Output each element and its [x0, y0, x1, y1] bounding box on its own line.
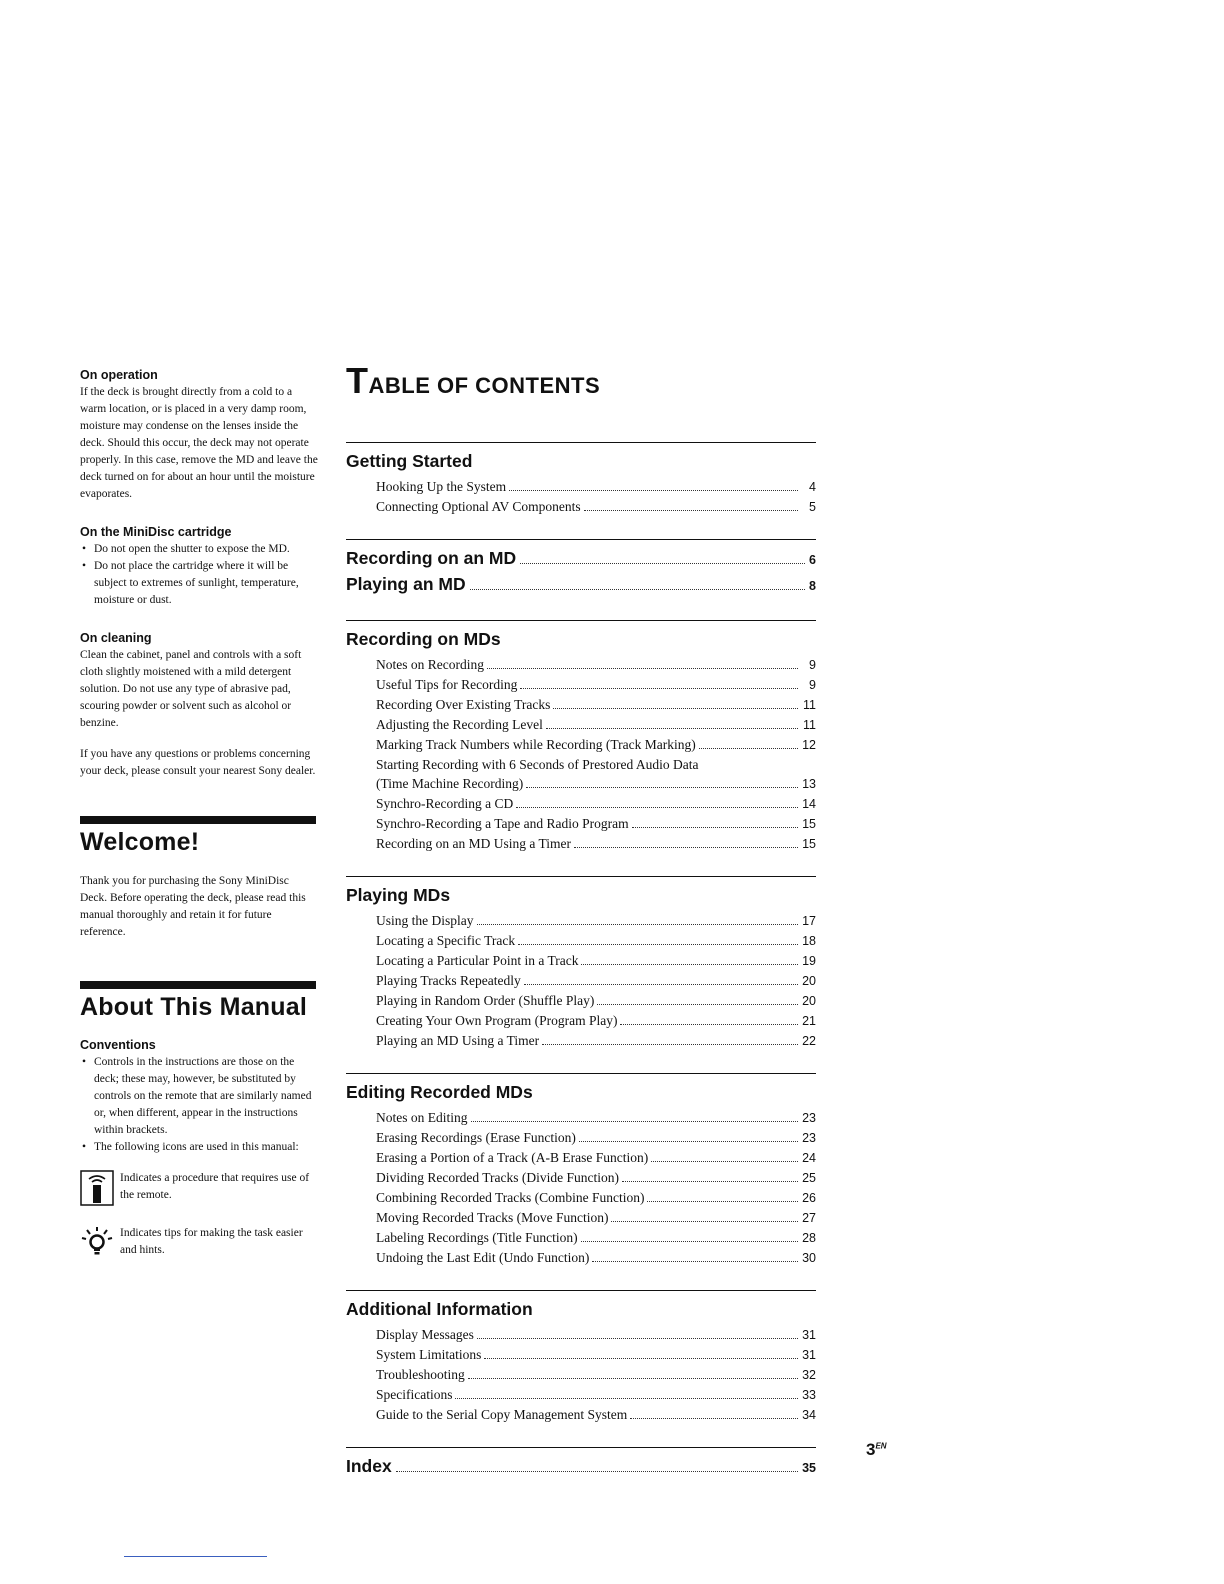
remote-icon-text: Indicates a procedure that requires use of the remote. — [120, 1172, 310, 1201]
remote-icon-row — [80, 1170, 318, 1211]
toc-entry[interactable] — [346, 794, 816, 814]
operation-section — [80, 368, 318, 503]
entry-label: Hooking Up the System — [376, 479, 507, 494]
toc-entry[interactable] — [346, 497, 816, 517]
entry-label: Playing an MD — [346, 574, 466, 594]
questions-text: If you have any questions or problems concerning your deck, please consult your nearest Sony dealer. — [80, 748, 316, 777]
entry-label: Specifications — [376, 1387, 453, 1402]
entry-page: 14 — [802, 797, 816, 811]
entry-label: Creating Your Own Program (Program Play) — [376, 1013, 618, 1028]
entry-page: 27 — [802, 1211, 816, 1225]
toc-section-playing-mds — [346, 876, 816, 1051]
toc-entry-index[interactable] — [346, 1454, 816, 1480]
entry-label: (Time Machine Recording) — [376, 776, 524, 791]
operation-text: If the deck is brought directly from a cold to a warm location, or is placed in a very damp room, moisture may condense on the lenses inside the deck. Should this occur, the deck may not operate properly. In this case, remove the MD and leave the deck turned on for about an hour until the moisture evaporates. — [80, 386, 318, 500]
remote-icon — [80, 1170, 114, 1206]
questions-section — [80, 746, 318, 780]
toc-entry[interactable] — [346, 911, 816, 931]
toc-entry[interactable] — [346, 1365, 816, 1385]
toc-entry[interactable] — [346, 1108, 816, 1128]
toc-section-index — [346, 1447, 816, 1480]
toc-entry[interactable] — [346, 675, 816, 695]
cartridge-list — [80, 541, 318, 609]
toc-entry[interactable] — [346, 1188, 816, 1208]
entry-page: 31 — [802, 1348, 816, 1362]
entry-label: Useful Tips for Recording — [376, 677, 518, 692]
entry-page: 23 — [802, 1131, 816, 1145]
page-number-value: 3 — [866, 1440, 876, 1459]
tip-icon-row — [80, 1225, 318, 1264]
entry-page: 12 — [802, 738, 816, 752]
toc-section-getting-started — [346, 442, 816, 517]
cleaning-section — [80, 631, 318, 732]
toc-entry[interactable] — [346, 1208, 816, 1228]
tip-icon — [80, 1225, 114, 1259]
entry-label: Playing in Random Order (Shuffle Play) — [376, 993, 595, 1008]
entry-page: 20 — [802, 974, 816, 988]
entry-page: 32 — [802, 1368, 816, 1382]
entry-label: Moving Recorded Tracks (Move Function) — [376, 1210, 609, 1225]
list-item: • Do not place the cartridge where it will be subject to extremes of sunlight, temperature, moisture or dust. — [80, 558, 318, 609]
section-title: Recording on MDs — [346, 629, 501, 649]
entry-page: 25 — [802, 1171, 816, 1185]
entry-label: Notes on Editing — [376, 1110, 468, 1125]
toc-entry[interactable] — [346, 735, 816, 755]
entry-label: Index — [346, 1456, 392, 1476]
cleaning-text: Clean the cabinet, panel and controls with a soft cloth slightly moistened with a mild detergent solution. Do not use any type of abrasive pad, scouring powder or solvent such as alcohol or benzine. — [80, 649, 302, 729]
entry-label: Notes on Recording — [376, 657, 484, 672]
entry-label: Synchro-Recording a Tape and Radio Program — [376, 816, 629, 831]
entry-label: Recording on an MD Using a Timer — [376, 836, 571, 851]
welcome-rule — [80, 816, 316, 824]
entry-label: Marking Track Numbers while Recording (Track Marking) — [376, 737, 696, 752]
entry-page: 4 — [809, 480, 816, 494]
entry-page: 15 — [802, 817, 816, 831]
toc-entry[interactable] — [346, 774, 816, 794]
entry-label: Synchro-Recording a CD — [376, 796, 514, 811]
table-of-contents — [346, 360, 816, 1502]
list-item: • Controls in the instructions are those on the deck; these may, however, be substituted by controls on the remote that are similarly named or, when different, appear in the instructions within brackets. — [80, 1054, 318, 1139]
entry-page: 11 — [803, 698, 816, 712]
toc-entry[interactable] — [346, 1248, 816, 1268]
entry-label: Starting Recording with 6 Seconds of Prestored Audio Data — [376, 757, 699, 772]
entry-label: Troubleshooting — [376, 1367, 465, 1382]
entry-label: Locating a Specific Track — [376, 933, 516, 948]
entry-page: 22 — [802, 1034, 816, 1048]
cleaning-heading: On cleaning — [80, 631, 152, 645]
toc-title-initial: T — [346, 360, 369, 401]
toc-section-recording-on-mds — [346, 620, 816, 854]
section-title: Editing Recorded MDs — [346, 1082, 533, 1102]
entry-label: Adjusting the Recording Level — [376, 717, 543, 732]
entry-page: 28 — [802, 1231, 816, 1245]
entry-page: 24 — [802, 1151, 816, 1165]
entry-page: 30 — [802, 1251, 816, 1265]
toc-entry[interactable] — [346, 1128, 816, 1148]
entry-label: Recording Over Existing Tracks — [376, 697, 551, 712]
entry-label: Connecting Optional AV Components — [376, 499, 581, 514]
welcome-heading: Welcome! — [80, 828, 200, 856]
toc-entry[interactable] — [346, 951, 816, 971]
toc-entry[interactable] — [346, 695, 816, 715]
entry-label: System Limitations — [376, 1347, 482, 1362]
welcome-section — [80, 873, 318, 941]
entry-label: Erasing a Portion of a Track (A-B Erase Function) — [376, 1150, 649, 1165]
toc-entry[interactable] — [346, 1228, 816, 1248]
entry-label: Undoing the Last Edit (Undo Function) — [376, 1250, 590, 1265]
conventions-heading: Conventions — [80, 1038, 156, 1052]
toc-entry[interactable] — [346, 655, 816, 675]
conventions-list — [80, 1054, 318, 1156]
entry-label: Erasing Recordings (Erase Function) — [376, 1130, 576, 1145]
toc-entry[interactable] — [346, 971, 816, 991]
section-title: Playing MDs — [346, 885, 451, 905]
about-rule — [80, 981, 316, 989]
footer-rule — [124, 1556, 267, 1557]
toc-section-additional — [346, 1290, 816, 1425]
toc-entry-playing-an-md[interactable] — [346, 572, 816, 598]
toc-entry[interactable] — [346, 1405, 816, 1425]
operation-heading: On operation — [80, 368, 158, 382]
entry-label: Recording on an MD — [346, 548, 517, 568]
section-title: Additional Information — [346, 1299, 533, 1319]
toc-title — [346, 360, 816, 402]
toc-entry[interactable] — [346, 715, 816, 735]
cartridge-heading: On the MiniDisc cartridge — [80, 525, 232, 539]
entry-label: Display Messages — [376, 1327, 474, 1342]
section-title: Getting Started — [346, 451, 473, 471]
about-heading: About This Manual — [80, 993, 307, 1021]
entry-label: Guide to the Serial Copy Management System — [376, 1407, 628, 1422]
toc-entry[interactable] — [346, 814, 816, 834]
toc-title-rest: ABLE OF CONTENTS — [368, 373, 601, 398]
entry-page: 18 — [802, 934, 816, 948]
entry-page: 6 — [809, 553, 816, 567]
toc-entry[interactable] — [346, 1345, 816, 1365]
entry-label: Playing an MD Using a Timer — [376, 1033, 540, 1048]
entry-label: Using the Display — [376, 913, 474, 928]
welcome-text: Thank you for purchasing the Sony MiniDisc Deck. Before operating the deck, please read this manual thoroughly and retain it for future reference. — [80, 875, 306, 938]
entry-page: 19 — [802, 954, 816, 968]
entry-page: 20 — [802, 994, 816, 1008]
entry-page: 26 — [802, 1191, 816, 1205]
entry-page: 34 — [802, 1408, 816, 1422]
entry-page: 23 — [802, 1111, 816, 1125]
tip-icon-text: Indicates tips for making the task easier and hints. — [120, 1227, 303, 1256]
toc-entry-recording-on-an-md[interactable] — [346, 546, 816, 572]
toc-entry[interactable] — [346, 931, 816, 951]
entry-label: Labeling Recordings (Title Function) — [376, 1230, 578, 1245]
page-number-suffix: EN — [875, 1441, 887, 1451]
toc-section-editing — [346, 1073, 816, 1268]
entry-page: 15 — [802, 837, 816, 851]
toc-entry[interactable] — [346, 477, 816, 497]
toc-entry[interactable] — [346, 1148, 816, 1168]
toc-entry[interactable] — [346, 1168, 816, 1188]
entry-page: 31 — [802, 1328, 816, 1342]
entry-page: 9 — [809, 678, 816, 692]
list-item: • Do not open the shutter to expose the MD. — [80, 541, 318, 558]
entry-label: Dividing Recorded Tracks (Divide Function) — [376, 1170, 619, 1185]
cartridge-section — [80, 525, 318, 609]
entry-page: 8 — [809, 579, 816, 593]
toc-entry[interactable] — [346, 991, 816, 1011]
entry-page: 17 — [802, 914, 816, 928]
entry-label: Playing Tracks Repeatedly — [376, 973, 521, 988]
left-column — [80, 368, 318, 1264]
toc-entry[interactable] — [346, 755, 816, 774]
toc-entry[interactable] — [346, 834, 816, 854]
entry-label: Combining Recorded Tracks (Combine Function) — [376, 1190, 645, 1205]
entry-page: 11 — [803, 718, 816, 732]
toc-section-basics — [346, 539, 816, 598]
entry-page: 35 — [802, 1461, 816, 1475]
entry-page: 33 — [802, 1388, 816, 1402]
entry-page: 9 — [809, 658, 816, 672]
page-number — [866, 1440, 887, 1460]
toc-entry[interactable] — [346, 1325, 816, 1345]
toc-entry[interactable] — [346, 1385, 816, 1405]
entry-label: Locating a Particular Point in a Track — [376, 953, 579, 968]
entry-page: 21 — [802, 1014, 816, 1028]
toc-entry[interactable] — [346, 1011, 816, 1031]
list-item: • The following icons are used in this manual: — [80, 1139, 318, 1156]
entry-page: 13 — [802, 777, 816, 791]
entry-page: 5 — [809, 500, 816, 514]
toc-entry[interactable] — [346, 1031, 816, 1051]
